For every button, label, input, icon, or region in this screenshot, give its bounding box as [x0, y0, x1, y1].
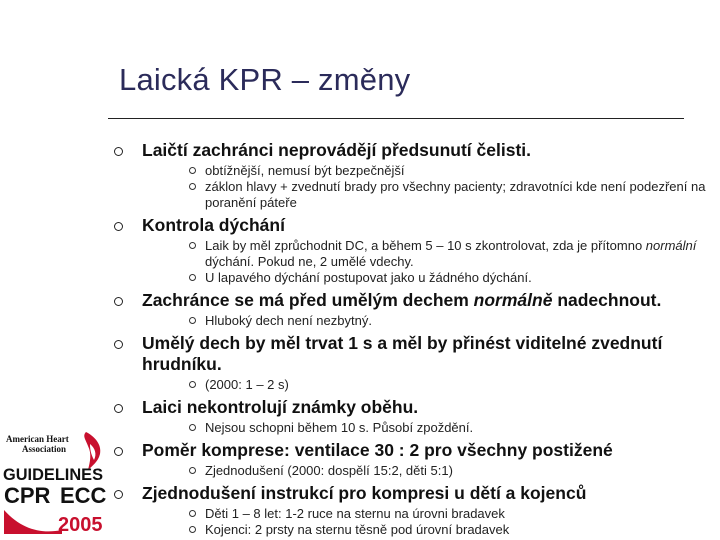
sub-item: (2000: 1 – 2 s) — [189, 377, 714, 393]
logo-year: 2005 — [58, 514, 103, 536]
bullet-circle-icon — [114, 447, 123, 456]
aha-guidelines-logo — [2, 430, 108, 536]
bullet-circle-icon — [114, 404, 123, 413]
logo-guidelines: GUIDELINES — [3, 465, 103, 484]
sub-bullet-icon — [189, 510, 196, 517]
sub-bullet-icon — [189, 381, 196, 388]
list-item — [114, 483, 714, 538]
sub-item: Laik by měl zprůchodnit DC, a během 5 – 10 s zkontrolovat, zda je přítomno normální dýchání. Pokud ne, 2 umělé vdechy. — [189, 238, 714, 270]
slide-title: Laická KPR – změny — [119, 62, 411, 97]
list-item — [114, 440, 714, 479]
sub-bullet-icon — [189, 167, 196, 174]
sub-item: Kojenci: 2 prsty na sternu těsně pod úrovní bradavek — [189, 522, 714, 538]
bullet-text: Zachránce se má před umělým dechem normálně nadechnout. — [142, 290, 662, 310]
bullet-text: Kontrola dýchání — [142, 215, 285, 235]
logo-cpr: CPR — [4, 483, 51, 508]
logo-ecc: ECC — [60, 483, 107, 508]
logo-line2: Association — [22, 444, 67, 454]
sub-bullet-icon — [189, 467, 196, 474]
logo-line1: American Heart — [6, 434, 69, 444]
list-item — [114, 397, 714, 436]
bullet-list — [114, 140, 714, 538]
sub-item: Nejsou schopni během 10 s. Působí zpoždění. — [189, 420, 714, 436]
list-item — [114, 140, 714, 211]
sub-item: Zjednodušení (2000: dospělí 15:2, děti 5:1) — [189, 463, 714, 479]
sub-item: Děti 1 – 8 let: 1-2 ruce na sternu na úrovni bradavek — [189, 506, 714, 522]
sub-bullet-icon — [189, 317, 196, 324]
sub-item: Hluboký dech není nezbytný. — [189, 313, 714, 329]
bullet-circle-icon — [114, 222, 123, 231]
bullet-circle-icon — [114, 147, 123, 156]
bullet-circle-icon — [114, 340, 123, 349]
sub-bullet-icon — [189, 424, 196, 431]
bullet-text: Poměr komprese: ventilace 30 : 2 pro všechny postižené — [142, 440, 613, 460]
sub-bullet-icon — [189, 242, 196, 249]
bullet-text: Zjednodušení instrukcí pro kompresi u dětí a kojenců — [142, 483, 587, 503]
list-item — [114, 215, 714, 286]
sub-item: U lapavého dýchání postupovat jako u žádného dýchání. — [189, 270, 714, 286]
sub-item: záklon hlavy + zvednutí brady pro všechny pacienty; zdravotníci kde není podezření na poranění páteře — [189, 179, 714, 211]
bullet-text: Laici nekontrolují známky oběhu. — [142, 397, 419, 417]
list-item — [114, 333, 714, 393]
sub-bullet-icon — [189, 526, 196, 533]
sub-bullet-icon — [189, 274, 196, 281]
bullet-text: Umělý dech by měl trvat 1 s a měl by přinést viditelné zvednutí hrudníku. — [142, 333, 663, 374]
title-divider — [108, 118, 684, 119]
sub-item: obtížnější, nemusí být bezpečnější — [189, 163, 714, 179]
sub-bullet-icon — [189, 183, 196, 190]
bullet-text: Laičtí zachránci neprovádějí předsunutí čelisti. — [142, 140, 531, 160]
bullet-circle-icon — [114, 297, 123, 306]
bullet-circle-icon — [114, 490, 123, 499]
list-item — [114, 290, 714, 329]
